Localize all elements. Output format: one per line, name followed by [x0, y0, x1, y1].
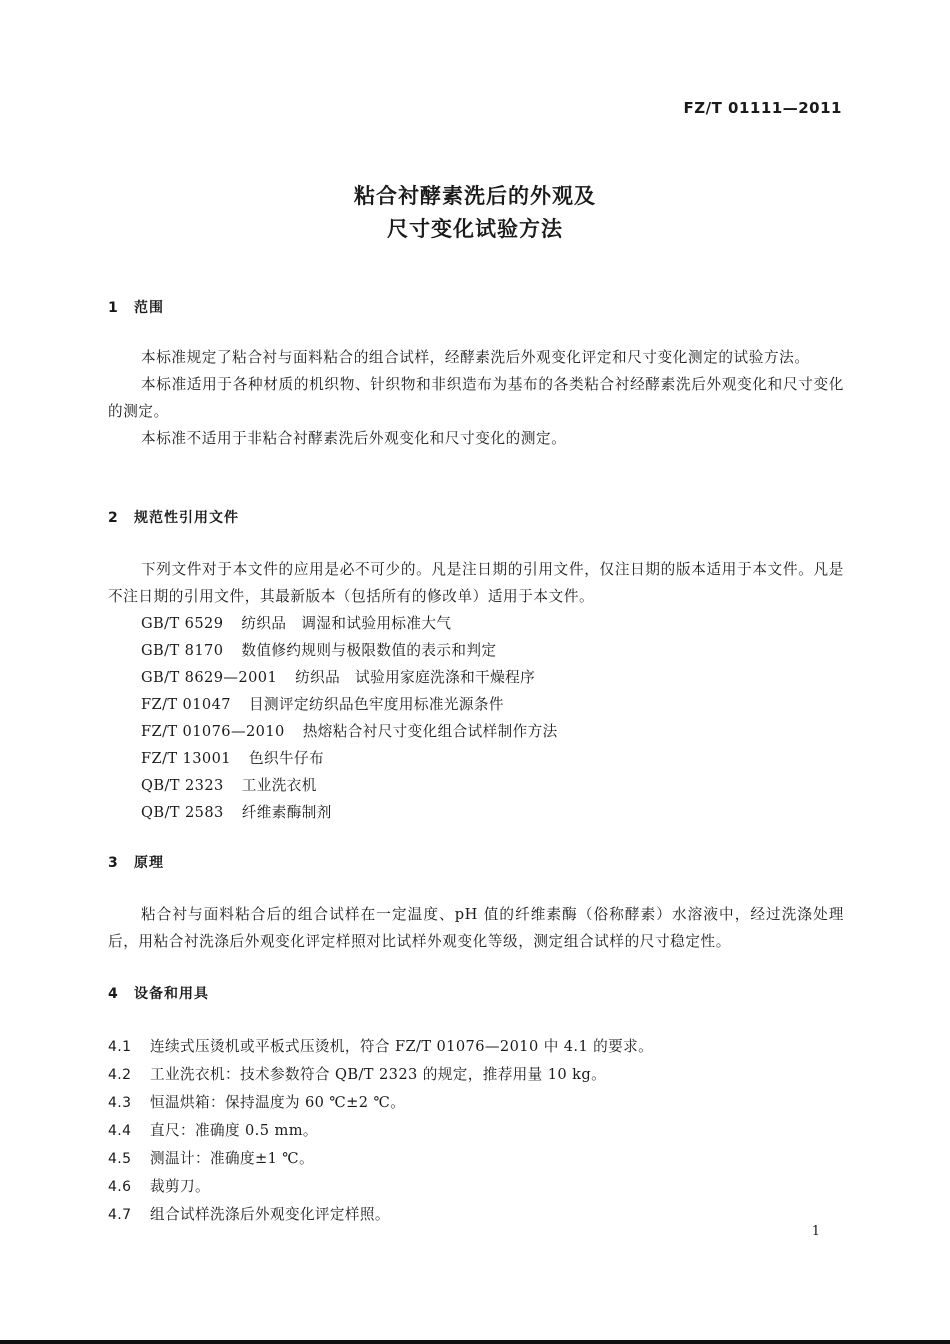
list-item [108, 1089, 844, 1117]
reference-list [108, 610, 844, 826]
reference-code: QB/T 2323 [141, 777, 224, 794]
reference-title: 纺织品 试验用家庭洗涤和干燥程序 [295, 669, 536, 686]
section-1-body [108, 344, 844, 452]
list-item [108, 1201, 844, 1229]
reference-code: GB/T 8170 [141, 642, 224, 659]
reference-item [108, 664, 844, 691]
document-title [0, 180, 950, 246]
section-number: 1 [108, 300, 119, 316]
reference-title: 纤维素酶制剂 [241, 804, 332, 821]
list-item [108, 1145, 844, 1173]
item-text: 直尺：准确度 0.5 mm。 [150, 1122, 318, 1139]
item-text: 连续式压烫机或平板式压烫机，符合 FZ/T 01076—2010 中 4.1 的要求。 [150, 1038, 654, 1055]
title-line-1: 粘合衬酵素洗后的外观及 [354, 184, 596, 208]
list-item [108, 1173, 844, 1201]
reference-code: FZ/T 01047 [141, 696, 231, 713]
reference-title: 目测评定纺织品色牢度用标准光源条件 [248, 696, 504, 713]
list-item [108, 1033, 844, 1061]
list-item [108, 1117, 844, 1145]
reference-code: FZ/T 01076—2010 [141, 723, 285, 740]
item-number: 4.5 [108, 1151, 132, 1167]
section-3-heading [108, 853, 844, 873]
list-item [108, 1061, 844, 1089]
section-3-body [108, 901, 844, 955]
reference-item [108, 745, 844, 772]
section-title: 范围 [134, 300, 164, 316]
item-text: 工业洗衣机：技术参数符合 QB/T 2323 的规定，推荐用量 10 kg。 [150, 1066, 607, 1083]
section-title: 设备和用具 [134, 986, 209, 1002]
reference-item [108, 610, 844, 637]
title-line-2: 尺寸变化试验方法 [387, 217, 563, 241]
item-text: 裁剪刀。 [150, 1178, 210, 1195]
section-2-heading [108, 508, 844, 528]
section-4-body [108, 1033, 844, 1229]
section-number: 3 [108, 855, 119, 871]
reference-code: QB/T 2583 [141, 804, 224, 821]
item-text: 组合试样洗涤后外观变化评定样照。 [150, 1206, 390, 1223]
section-1-heading [108, 298, 844, 318]
standard-code: FZ/T 01111—2011 [683, 99, 842, 117]
reference-code: GB/T 6529 [141, 615, 224, 632]
item-text: 恒温烘箱：保持温度为 60 ℃±2 ℃。 [150, 1094, 406, 1111]
reference-item [108, 691, 844, 718]
section-2-body [108, 556, 844, 826]
item-number: 4.3 [108, 1095, 132, 1111]
section-title: 规范性引用文件 [134, 510, 239, 526]
bottom-border [0, 1340, 950, 1344]
reference-title: 色织牛仔布 [248, 750, 324, 767]
section-number: 4 [108, 986, 119, 1002]
reference-item [108, 637, 844, 664]
paragraph: 本标准适用于各种材质的机织物、针织物和非织造布为基布的各类粘合衬经酵素洗后外观变化和尺寸变化的测定。 [108, 376, 844, 420]
item-number: 4.4 [108, 1123, 132, 1139]
item-text: 测温计：准确度±1 ℃。 [150, 1150, 315, 1167]
section-number: 2 [108, 510, 119, 526]
reference-item [108, 718, 844, 745]
reference-code: GB/T 8629—2001 [141, 669, 278, 686]
reference-item [108, 799, 844, 826]
reference-item [108, 772, 844, 799]
item-number: 4.7 [108, 1207, 132, 1223]
reference-title: 数值修约规则与极限数值的表示和判定 [241, 642, 497, 659]
section-title: 原理 [134, 855, 164, 871]
reference-code: FZ/T 13001 [141, 750, 231, 767]
reference-title: 纺织品 调湿和试验用标准大气 [241, 615, 452, 632]
paragraph: 下列文件对于本文件的应用是必不可少的。凡是注日期的引用文件，仅注日期的版本适用于本文件。凡是不注日期的引用文件，其最新版本（包括所有的修改单）适用于本文件。 [108, 561, 844, 605]
reference-title: 工业洗衣机 [241, 777, 317, 794]
paragraph: 粘合衬与面料粘合后的组合试样在一定温度、pH 值的纤维素酶（俗称酵素）水溶液中，经过洗涤处理后，用粘合衬洗涤后外观变化评定样照对比试样外观变化等级，测定组合试样的尺寸稳定性。 [108, 906, 844, 950]
item-number: 4.2 [108, 1067, 132, 1083]
paragraph: 本标准不适用于非粘合衬酵素洗后外观变化和尺寸变化的测定。 [141, 430, 567, 447]
paragraph: 本标准规定了粘合衬与面料粘合的组合试样，经酵素洗后外观变化评定和尺寸变化测定的试验方法。 [141, 349, 810, 366]
item-number: 4.1 [108, 1039, 132, 1055]
item-number: 4.6 [108, 1179, 132, 1195]
reference-title: 热熔粘合衬尺寸变化组合试样制作方法 [302, 723, 558, 740]
section-4-heading [108, 984, 844, 1004]
page-number: 1 [811, 1224, 820, 1239]
